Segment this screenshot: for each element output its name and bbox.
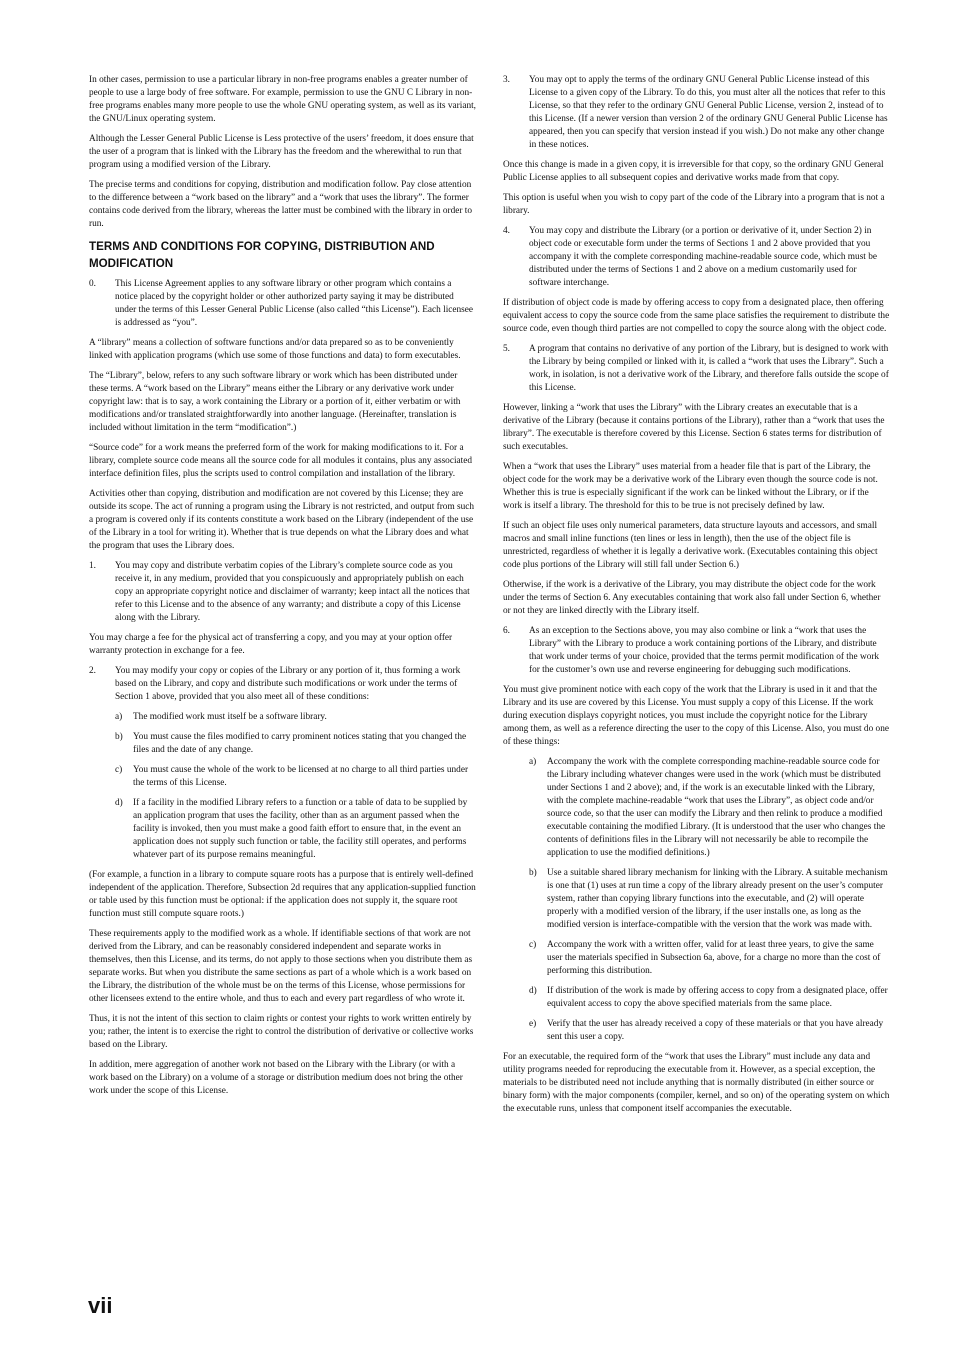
- clause-number: b): [529, 868, 537, 878]
- paragraph: Activities other than copying, distribution and modification are not covered by this License; they are outside its scope. The act of running a program using the Library is not restricted, and output from such a program is covered only if its contents constitute a work based on the Library (independent of the use of the Library in a tool for writing it). Whether that is true depends on what the Library does and what the program that uses the Library does.: [89, 489, 475, 551]
- numbered-clause: [503, 343, 890, 395]
- clause-number: 1.: [89, 561, 96, 571]
- paragraph: Thus, it is not the intent of this section to claim rights or contest your rights to work written entirely by you; rather, the intent is to exercise the right to control the distribution of derivative or collective works based on the Library.: [89, 1014, 474, 1050]
- clause-number: 2.: [89, 666, 96, 676]
- numbered-clause: [89, 665, 476, 704]
- sub-clause: [503, 867, 890, 932]
- clause-text: Accompany the work with the complete corresponding machine-readable source code for the Library including whatever changes were used in the work (which must be distributed under Sections 1 and 2 above); and, if the work is an executable linked with the Library, with the complete machine-readable “work that uses the Library”, as object code and/or source code, so that the user can modify the Library and then relink to produce a modified executable containing the modified Library. (It is understood that the user who changes the contents of definitions files in the Library will not necessarily be able to recompile the application to use the modified definitions.): [547, 757, 886, 858]
- clause-text: This License Agreement applies to any software library or other program which contains a notice placed by the copyright holder or other authorized party saying it may be distributed under the terms of this Lesser General Public License (also called “this License”). Each licensee is addressed as “you”.: [115, 279, 474, 328]
- clause-text: You may copy and distribute the Library (or a portion or derivative of it, under Section 2) in object code or executable form under the terms of Sections 1 and 2 above provided that you accompany it with the complete corresponding machine-readable source code, which must be distributed under the terms of Sections 1 and 2 above on a medium customarily used for software interchange.: [529, 226, 877, 288]
- paragraph: If such an object file uses only numerical parameters, data structure layouts and accessors, and small macros and small inline functions (ten lines or less in length), then the use of the object file is unrestricted, regardless of whether it is legally a derivative work. (Executables containing this object code plus portions of the Library will still fall under Section 6.): [503, 521, 878, 570]
- numbered-clause: [89, 278, 476, 330]
- paragraph: When a “work that uses the Library” uses material from a header file that is part of the Library, the object code for the work may be a derivative work of the Library even though the source code is not. Whether this is true is especially significant if the work can be linked without the Library, or if the work is itself a library. The threshold for this to be true is not precisely defined by law.: [503, 462, 878, 511]
- numbered-clause: [89, 560, 476, 625]
- paragraph: (For example, a function in a library to compute square roots has a purpose that is entirely well-defined independent of the application. Therefore, Subsection 2d requires that any application-supplied function or table used by this function must be optional: if the application does not supply it, the square root function must still compute square roots.): [89, 870, 476, 919]
- paragraph: You must give prominent notice with each copy of the work that the Library is used in it and that the Library and its use are covered by this License. You must supply a copy of this License. If the work during execution displays copyright notices, you must include the copyright notice for the Library among them, as well as a reference directing the user to the copy of this License. Also, you must do one of these things:: [503, 685, 889, 747]
- clause-text: You may copy and distribute verbatim copies of the Library’s complete source code as you receive it, in any medium, provided that you conspicuously and appropriately publish on each copy an appropriate copyright notice and disclaimer of warranty; keep intact all the notices that refer to this License and to the absence of any warranty; and distribute a copy of this License along with the Library.: [115, 561, 470, 623]
- clause-number: b): [115, 732, 123, 742]
- paragraph: For an executable, the required form of the “work that uses the Library” must include any data and utility programs needed for reproducing the executable from it. However, as a special exception, the materials to be distributed need not include anything that is normally distributed (in either source or binary form) with the major components (compiler, kernel, and so on) of the operating system on which the executable runs, unless that component itself accompanies the executable.: [503, 1052, 890, 1114]
- clause-number: c): [115, 765, 123, 775]
- paragraph: This option is useful when you wish to copy part of the code of the Library into a program that is not a library.: [503, 193, 885, 216]
- right-column: [503, 74, 890, 1123]
- clause-text: If a facility in the modified Library refers to a function or a table of data to be supplied by an application program that uses the facility, other than as an argument passed when the facility is invoked, then you must make a good faith effort to ensure that, in the event an application does not supply such function or table, the facility still operates, and performs whatever part of its purpose remains meaningful.: [133, 798, 468, 860]
- paragraph: In addition, mere aggregation of another work not based on the Library with the Library (or with a work based on the Library) on a volume of a storage or distribution medium does not bring the other work under the scope of this License.: [89, 1060, 463, 1096]
- clause-text: As an exception to the Sections above, you may also combine or link a “work that uses the Library” with the Library to produce a work containing portions of the Library, and distribute that work under terms of your choice, provided that the terms permit modification of the work for the customer’s own use and reverse engineering for debugging such modifications.: [529, 626, 880, 675]
- numbered-clause: [503, 74, 890, 152]
- clause-number: d): [529, 986, 537, 996]
- clause-number: 0.: [89, 279, 96, 289]
- clause-number: d): [115, 798, 123, 808]
- sub-clause: [89, 731, 476, 757]
- left-column: [89, 74, 476, 1105]
- sub-clause: [89, 711, 476, 724]
- paragraph: “Source code” for a work means the preferred form of the work for making modifications to it. For a library, complete source code means all the source code for all modules it contains, plus any associated interface definition files, plus the scripts used to control compilation and installation of the library.: [89, 443, 473, 479]
- paragraph: Although the Lesser General Public License is Less protective of the users’ freedom, it does ensure that the user of a program that is linked with the Library has the freedom and the wherewithal to run that program using a modified version of the Library.: [89, 134, 474, 170]
- sub-clause: [503, 939, 890, 978]
- clause-text: Use a suitable shared library mechanism for linking with the Library. A suitable mechanism is one that (1) uses at run time a copy of the library already present on the user’s computer system, rather than copying library functions into the executable, and (2) will operate properly with a modified version of the library, if the user installs one, as long as the modified version is interface-compatible with the version that the work was made with.: [547, 868, 888, 930]
- paragraph: The “Library”, below, refers to any such software library or work which has been distributed under these terms. A “work based on the Library” means either the Library or any derivative work under copyright law: that is to say, a work containing the Library or a portion of it, either verbatim or with modifications and/or translated straightforwardly into another language. (Hereinafter, translation is included without limitation in the term “modification”.): [89, 371, 461, 433]
- numbered-clause: [503, 625, 890, 677]
- paragraph: You may charge a fee for the physical act of transferring a copy, and you may at your option offer warranty protection in exchange for a fee.: [89, 633, 453, 656]
- paragraph: However, linking a “work that uses the Library” with the Library creates an executable that is a derivative of the Library (because it contains portions of the Library), rather than a “work that uses the library”. The executable is therefore covered by this License. Section 6 states terms for distribution of such executables.: [503, 403, 885, 452]
- clause-text: The modified work must itself be a software library.: [133, 712, 327, 722]
- sub-clause: [503, 1018, 890, 1044]
- sub-clause: [89, 764, 476, 790]
- sub-clause: [89, 797, 476, 862]
- paragraph: If distribution of object code is made by offering access to copy from a designated place, then offering equivalent access to copy the source code from the same place satisfies the requirement to distribute the source code, even though third parties are not compelled to copy the source along with the object code.: [503, 298, 890, 334]
- clause-number: 5.: [503, 344, 510, 354]
- sub-clause: [503, 756, 890, 860]
- paragraph: A “library” means a collection of software functions and/or data prepared so as to be conveniently linked with application programs (which use some of those functions and data) to form executables.: [89, 338, 461, 361]
- numbered-clause: [503, 225, 890, 290]
- clause-text: You may opt to apply the terms of the ordinary GNU General Public License instead of this License to a given copy of the Library. To do this, you must alter all the notices that refer to this License, so that they refer to the ordinary GNU General Public License, version 2, instead of to this License. (If a newer version than version 2 of the ordinary GNU General Public License has appeared, then you can specify that version instead if you wish.) Do not make any other change in these notices.: [529, 75, 888, 150]
- clause-text: You may modify your copy or copies of the Library or any portion of it, thus forming a work based on the Library, and copy and distribute such modifications or work under the terms of Section 1 above, provided that you also meet all of these conditions:: [115, 666, 461, 702]
- page-number: vii: [88, 1293, 113, 1318]
- clause-number: 6.: [503, 626, 510, 636]
- clause-text: If distribution of the work is made by offering access to copy from a designated place, offer equivalent access to copy the above specified materials from the same place.: [547, 986, 888, 1009]
- paragraph: Once this change is made in a given copy, it is irreversible for that copy, so the ordinary GNU General Public License applies to all subsequent copies and derivative works made from that copy.: [503, 160, 884, 183]
- clause-number: e): [529, 1019, 537, 1029]
- clause-text: You must cause the files modified to carry prominent notices stating that you changed the files and the date of any change.: [133, 732, 467, 755]
- clause-number: c): [529, 940, 537, 950]
- clause-text: A program that contains no derivative of any portion of the Library, but is designed to work with the Library by being compiled or linked with it, is called a “work that uses the Library”. Such a work, in isolation, is not a derivative work of the Library, and therefore falls outside the scope of this License.: [529, 344, 889, 393]
- clause-number: 4.: [503, 226, 510, 236]
- clause-number: 3.: [503, 75, 510, 85]
- clause-text: You must cause the whole of the work to be licensed at no charge to all third parties under the terms of this License.: [133, 765, 469, 788]
- clause-text: Accompany the work with a written offer, valid for at least three years, to give the same user the materials specified in Subsection 6a, above, for a charge no more than the cost of performing this distribution.: [547, 940, 881, 976]
- paragraph: Otherwise, if the work is a derivative of the Library, you may distribute the object code for the work under the terms of Section 6. Any executables containing that work also fall under Section 6, whether or not they are linked directly with the Library itself.: [503, 580, 881, 616]
- section-heading: TERMS AND CONDITIONS FOR COPYING, DISTRIBUTION AND MODIFICATION: [89, 240, 435, 270]
- clause-number: a): [115, 712, 123, 722]
- paragraph: In other cases, permission to use a particular library in non-free programs enables a greater number of people to use a large body of free software. For example, permission to use the GNU C Library in non-free programs enables many more people to use the whole GNU operating system, as well as its variant, the GNU/Linux operating system.: [89, 75, 477, 124]
- sub-clause: [503, 985, 890, 1011]
- clause-text: Verify that the user has already received a copy of these materials or that you have already sent this user a copy.: [547, 1019, 884, 1042]
- paragraph: The precise terms and conditions for copying, distribution and modification follow. Pay close attention to the difference between a “work based on the library” and a “work that uses the library”. The former contains code derived from the library, whereas the latter must be combined with the library in order to run.: [89, 180, 473, 229]
- paragraph: These requirements apply to the modified work as a whole. If identifiable sections of that work are not derived from the Library, and can be reasonably considered independent and separate works in themselves, then this License, and its terms, do not apply to those sections when you distribute them as separate works. But when you distribute the same sections as part of a whole which is a work based on the Library, the distribution of the whole must be on the terms of this License, whose permissions for other licensees extend to the entire whole, and thus to each and every part regardless of who wrote it.: [89, 929, 473, 1004]
- clause-number: a): [529, 757, 537, 767]
